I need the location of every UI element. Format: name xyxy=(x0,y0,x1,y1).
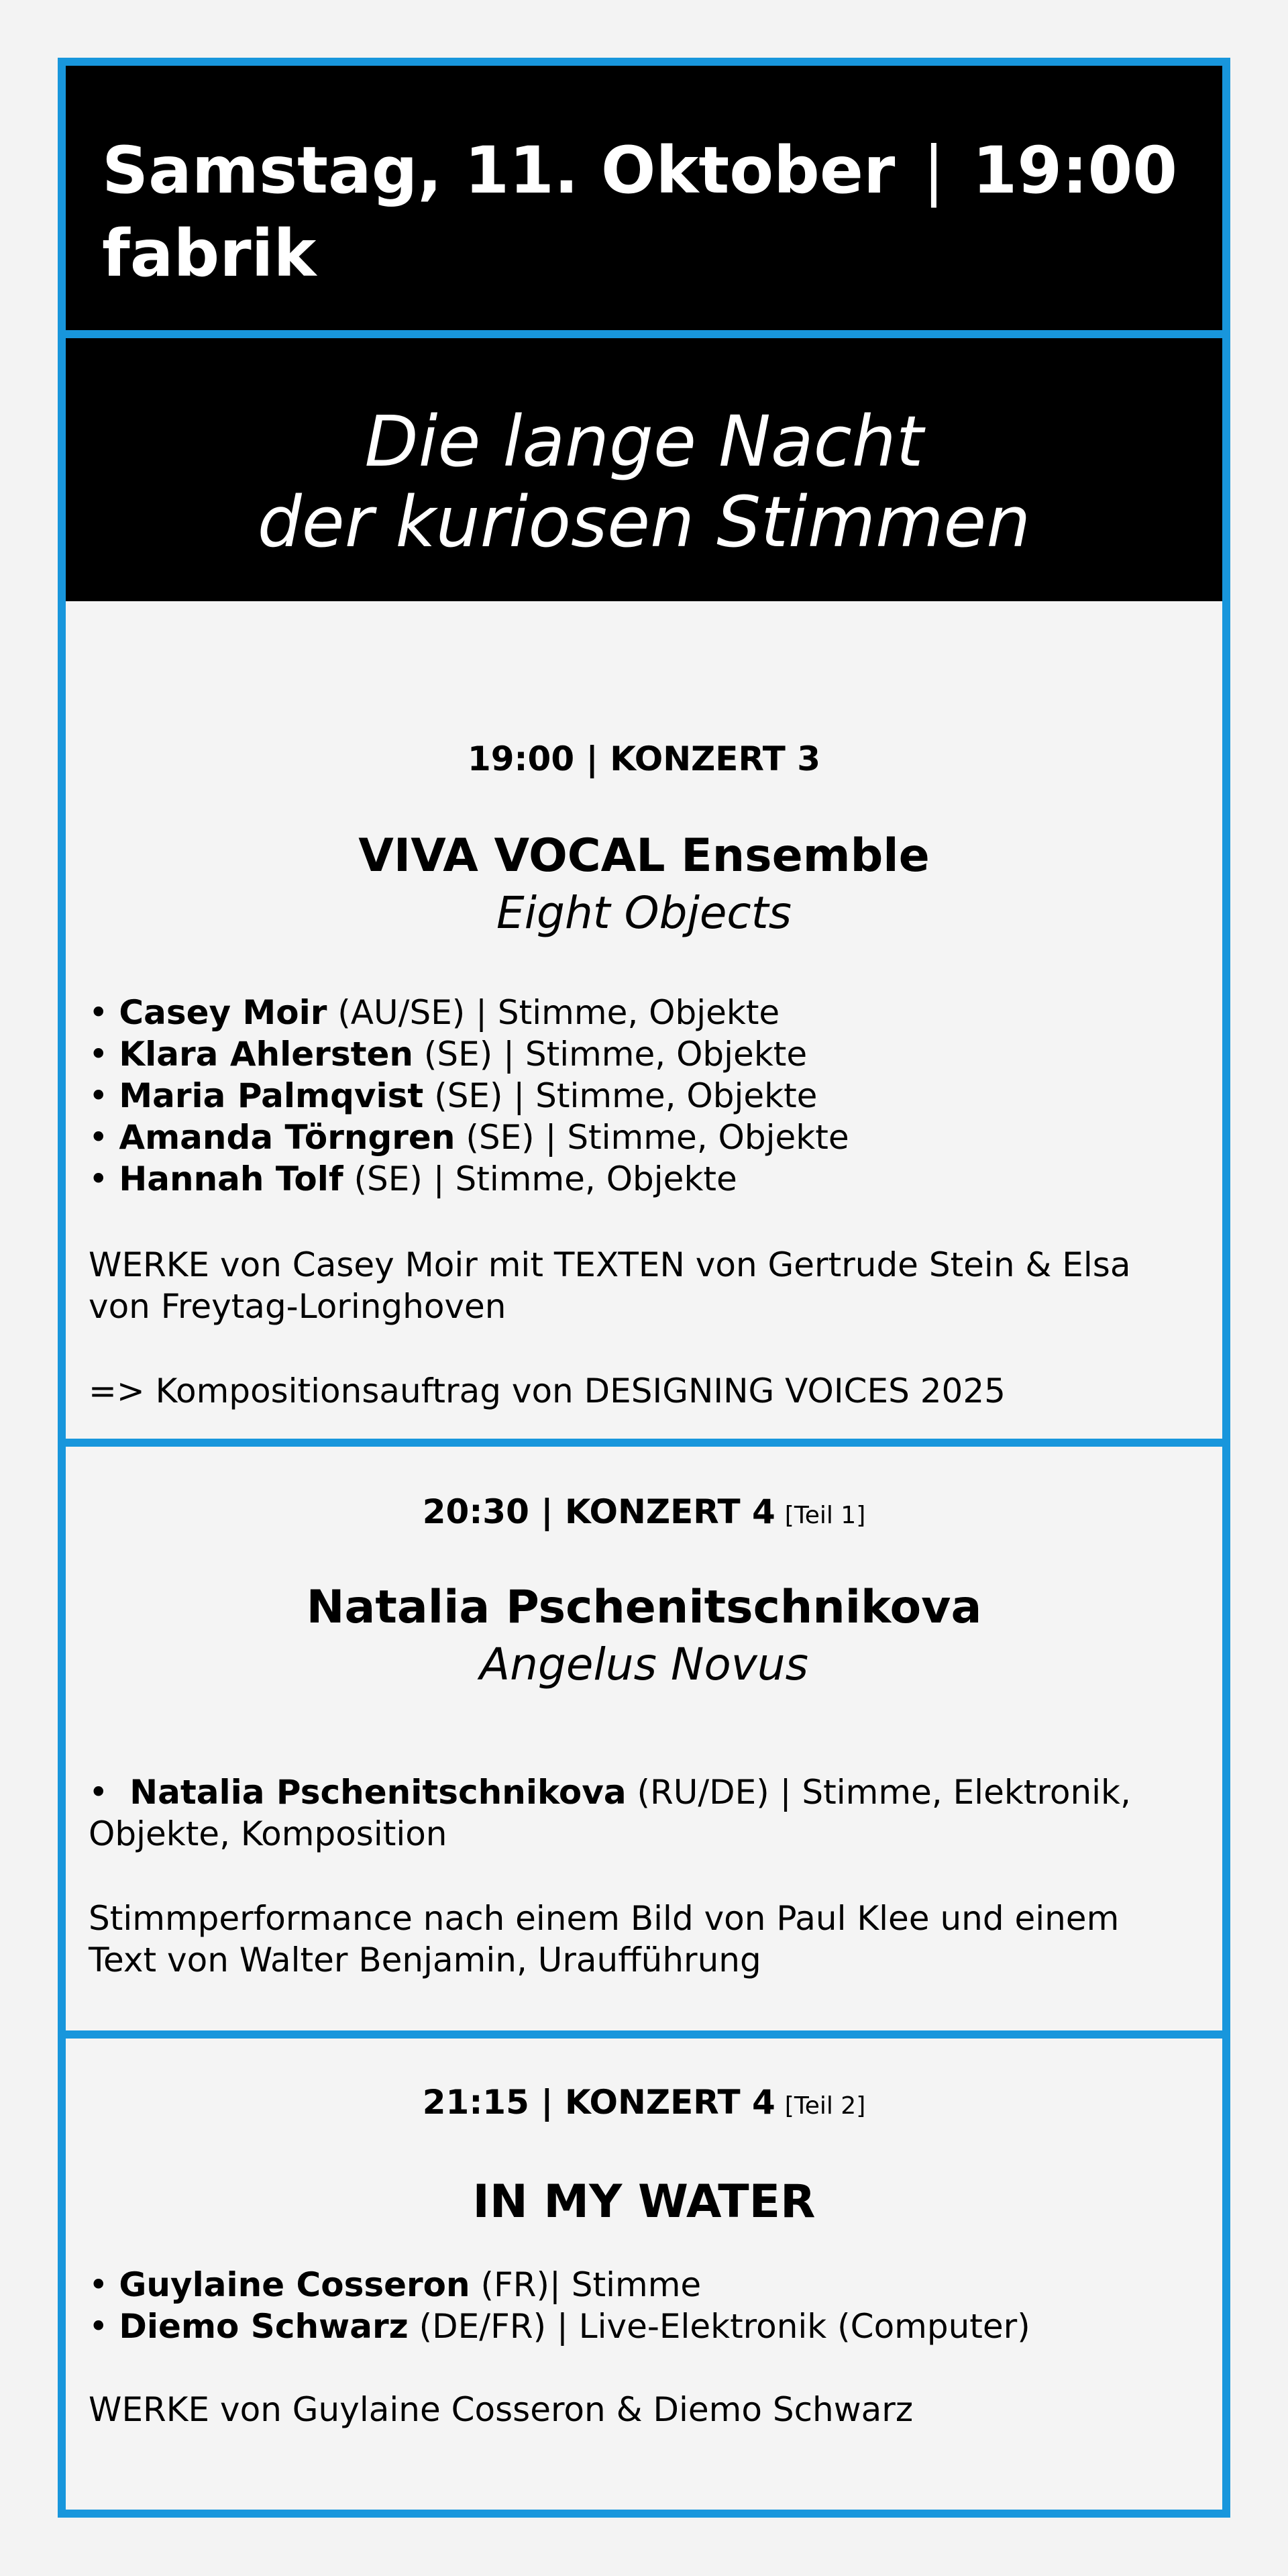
performer-role: (SE) | Stimme, Objekte xyxy=(423,1076,818,1115)
performer-name: Casey Moir xyxy=(119,993,327,1032)
performer-name: Guylaine Cosseron xyxy=(119,2265,470,2304)
concert-label: KONZERT 4 xyxy=(564,2083,775,2122)
concert-part: [Teil 2] xyxy=(784,2092,866,2120)
concert-time-label: 19:00 | KONZERT 3 xyxy=(467,739,821,778)
performer-role: (SE) | Stimme, Objekte xyxy=(343,1160,737,1198)
header-band xyxy=(66,66,1222,338)
ensemble-name: IN MY WATER xyxy=(472,2175,816,2228)
concert-section-3 xyxy=(66,2039,1222,2518)
performer-list xyxy=(89,2264,1182,2347)
performer-name: Maria Palmqvist xyxy=(119,1076,424,1115)
concert-label: KONZERT 4 xyxy=(564,1492,775,1531)
performer-role: (RU/DE) | Stimme, Elektronik, Objekte, Komposition xyxy=(89,1773,1131,1853)
program-frame xyxy=(58,58,1230,2518)
ensemble-name: VIVA VOCAL Ensemble xyxy=(358,829,930,882)
performer-name: Klara Ahlersten xyxy=(119,1035,413,1074)
start-time: 19:00 xyxy=(972,133,1178,208)
performer-role: (SE) | Stimme, Objekte xyxy=(413,1035,808,1074)
separator: | xyxy=(922,133,945,208)
venue: fabrik xyxy=(102,216,317,291)
performer-role: (AU/SE) | Stimme, Objekte xyxy=(327,993,780,1032)
list-item: • Natalia Pschenitschnikova (RU/DE) | Stimme, Elektronik, Objekte, Komposition xyxy=(89,1773,1131,1853)
section-divider xyxy=(66,2030,1222,2039)
concert-time-label: 20:30 | KONZERT 4 [Teil 1] xyxy=(422,1492,866,1531)
performer-list xyxy=(89,992,1182,1200)
concert-section-1 xyxy=(66,601,1222,1439)
works-note: WERKE von Guylaine Cosseron & Diemo Schwarz xyxy=(89,2390,914,2429)
performer-list xyxy=(89,1771,1182,1855)
list-item: • Guylaine Cosseron (FR)| Stimme xyxy=(89,2265,702,2304)
performance-note: Stimmperformance nach einem Bild von Paul Klee und einem Text von Walter Benjamin, Uraufführung xyxy=(89,1899,1120,1979)
work-title: Eight Objects xyxy=(496,887,792,939)
performer-role: (DE/FR) | Live-Elektronik (Computer) xyxy=(408,2307,1030,2346)
work-title: Angelus Novus xyxy=(479,1639,809,1690)
concert-time: 19:00 xyxy=(467,739,575,778)
ensemble-name: Natalia Pschenitschnikova xyxy=(306,1581,982,1634)
list-item: • Casey Moir (AU/SE) | Stimme, Objekte xyxy=(89,993,780,1032)
event-title-line-2: der kuriosen Stimmen xyxy=(257,481,1031,563)
date-text: Samstag, 11. Oktober xyxy=(102,133,896,208)
performer-name: Amanda Törngren xyxy=(119,1118,455,1157)
list-item: • Amanda Törngren (SE) | Stimme, Objekte xyxy=(89,1118,849,1157)
concert-time-label: 21:15 | KONZERT 4 [Teil 2] xyxy=(422,2083,866,2122)
performer-name: Natalia Pschenitschnikova xyxy=(129,1773,627,1812)
performer-name: Hannah Tolf xyxy=(119,1160,343,1198)
list-item: • Hannah Tolf (SE) | Stimme, Objekte xyxy=(89,1160,737,1198)
list-item: • Maria Palmqvist (SE) | Stimme, Objekte xyxy=(89,1076,818,1115)
commission-note: => Kompositionsauftrag von DESIGNING VOICES 2025 xyxy=(89,1372,1006,1410)
concert-time: 21:15 xyxy=(422,2083,529,2122)
list-item: • Klara Ahlersten (SE) | Stimme, Objekte xyxy=(89,1035,808,1074)
event-title-line-1: Die lange Nacht xyxy=(364,401,924,482)
date-time-line xyxy=(102,133,1177,208)
performer-name: Diemo Schwarz xyxy=(119,2307,409,2346)
concert-part: [Teil 1] xyxy=(784,1502,866,1529)
event-title-band xyxy=(66,338,1222,601)
section-divider xyxy=(66,1439,1222,1447)
performer-role: (FR)| Stimme xyxy=(470,2265,702,2304)
concert-time: 20:30 xyxy=(422,1492,529,1531)
works-note: WERKE von Casey Moir mit TEXTEN von Gertrude Stein & Elsa von Freytag-Loringhoven xyxy=(89,1245,1131,1326)
performer-role: (SE) | Stimme, Objekte xyxy=(455,1118,849,1157)
concert-section-2 xyxy=(66,1447,1222,2030)
concert-label: KONZERT 3 xyxy=(610,739,821,778)
list-item: • Diemo Schwarz (DE/FR) | Live-Elektronik (Computer) xyxy=(89,2307,1030,2346)
